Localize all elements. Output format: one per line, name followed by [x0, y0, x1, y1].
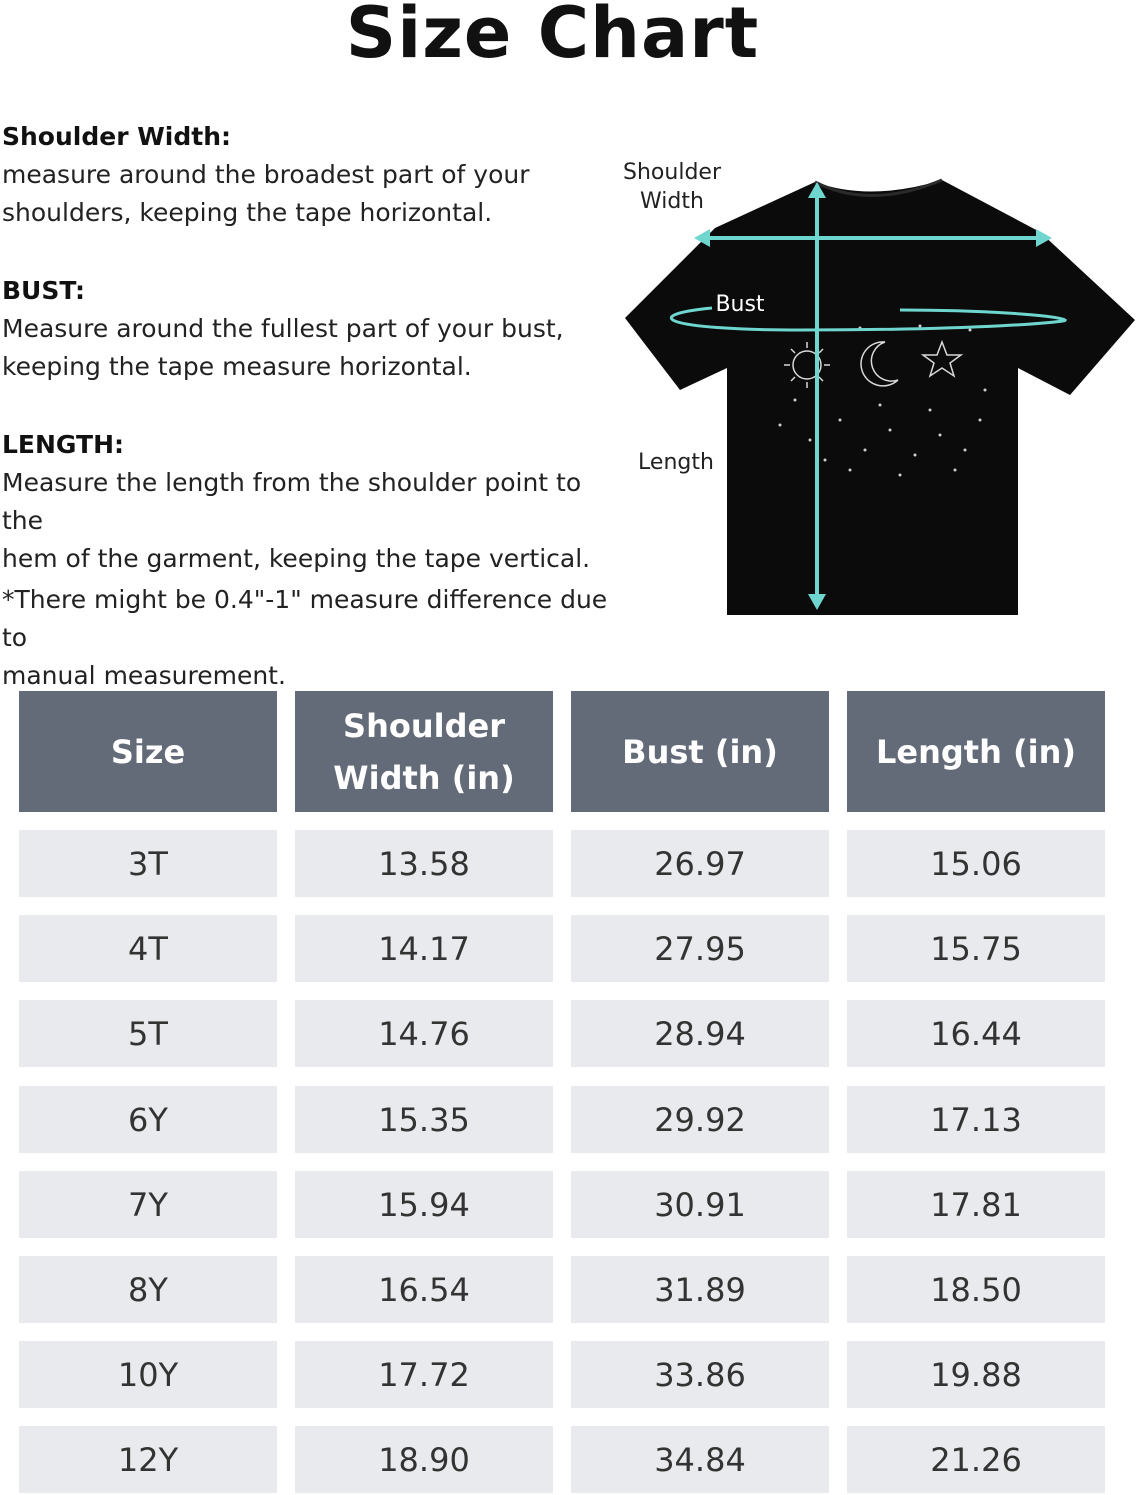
cell-shoulder-6y: 15.35: [295, 1086, 553, 1153]
cell-size-7y: 7Y: [19, 1171, 277, 1238]
length-label: Length: [638, 450, 714, 475]
cell-size-6y: 6Y: [19, 1086, 277, 1153]
cell-bust-5t: 28.94: [571, 1000, 829, 1067]
cell-length-10y: 19.88: [847, 1341, 1105, 1408]
shoulder-label-line1: Shoulder: [623, 160, 721, 185]
cell-shoulder-10y: 17.72: [295, 1341, 553, 1408]
cell-length-12y: 21.26: [847, 1426, 1105, 1493]
cell-bust-4t: 27.95: [571, 915, 829, 982]
cell-shoulder-7y: 15.94: [295, 1171, 553, 1238]
tshirt-diagram: [600, 150, 1137, 630]
cell-shoulder-3t: 13.58: [295, 830, 553, 897]
bust-text-line2: keeping the tape measure horizontal.: [2, 352, 472, 381]
header-shoulder-width: Shoulder Width (in): [295, 691, 553, 812]
shoulder-text-line2: shoulders, keeping the tape horizontal.: [2, 198, 493, 227]
cell-size-3t: 3T: [19, 830, 277, 897]
length-instruction: [2, 426, 622, 578]
length-text-line1: Measure the length from the shoulder point to the: [2, 468, 582, 535]
cell-length-6y: 17.13: [847, 1086, 1105, 1153]
bust-instruction: [2, 272, 622, 386]
shoulder-label-line2: Width: [640, 189, 704, 214]
cell-bust-10y: 33.86: [571, 1341, 829, 1408]
cell-shoulder-4t: 14.17: [295, 915, 553, 982]
cell-shoulder-12y: 18.90: [295, 1426, 553, 1493]
cell-length-3t: 15.06: [847, 830, 1105, 897]
bust-text-line1: Measure around the fullest part of your bust,: [2, 314, 564, 343]
note-line1: *There might be 0.4"-1" measure difference due to: [2, 585, 608, 652]
measurement-note: [2, 581, 622, 695]
page-title: Size Chart: [345, 0, 760, 74]
cell-shoulder-8y: 16.54: [295, 1256, 553, 1323]
note-line2: manual measurement.: [2, 661, 286, 690]
cell-size-12y: 12Y: [19, 1426, 277, 1493]
header-size: Size: [19, 691, 277, 812]
cell-size-8y: 8Y: [19, 1256, 277, 1323]
cell-length-7y: 17.81: [847, 1171, 1105, 1238]
shoulder-heading: Shoulder Width:: [2, 122, 232, 151]
cell-bust-7y: 30.91: [571, 1171, 829, 1238]
cell-length-4t: 15.75: [847, 915, 1105, 982]
tshirt-shape: [625, 180, 1135, 615]
cell-shoulder-5t: 14.76: [295, 1000, 553, 1067]
cell-length-8y: 18.50: [847, 1256, 1105, 1323]
length-text-line2: hem of the garment, keeping the tape vertical.: [2, 544, 591, 573]
cell-size-5t: 5T: [19, 1000, 277, 1067]
header-length: Length (in): [847, 691, 1105, 812]
header-bust: Bust (in): [571, 691, 829, 812]
cell-bust-8y: 31.89: [571, 1256, 829, 1323]
cell-bust-12y: 34.84: [571, 1426, 829, 1493]
cell-size-4t: 4T: [19, 915, 277, 982]
tshirt-illustration: [600, 150, 1137, 630]
length-heading: LENGTH:: [2, 430, 124, 459]
bust-heading: BUST:: [2, 276, 86, 305]
cell-bust-3t: 26.97: [571, 830, 829, 897]
shoulder-width-label: [608, 158, 736, 216]
cell-bust-6y: 29.92: [571, 1086, 829, 1153]
shoulder-text-line1: measure around the broadest part of your: [2, 160, 530, 189]
cell-length-5t: 16.44: [847, 1000, 1105, 1067]
shoulder-instruction: [2, 118, 622, 232]
bust-label: Bust: [715, 292, 765, 317]
cell-size-10y: 10Y: [19, 1341, 277, 1408]
